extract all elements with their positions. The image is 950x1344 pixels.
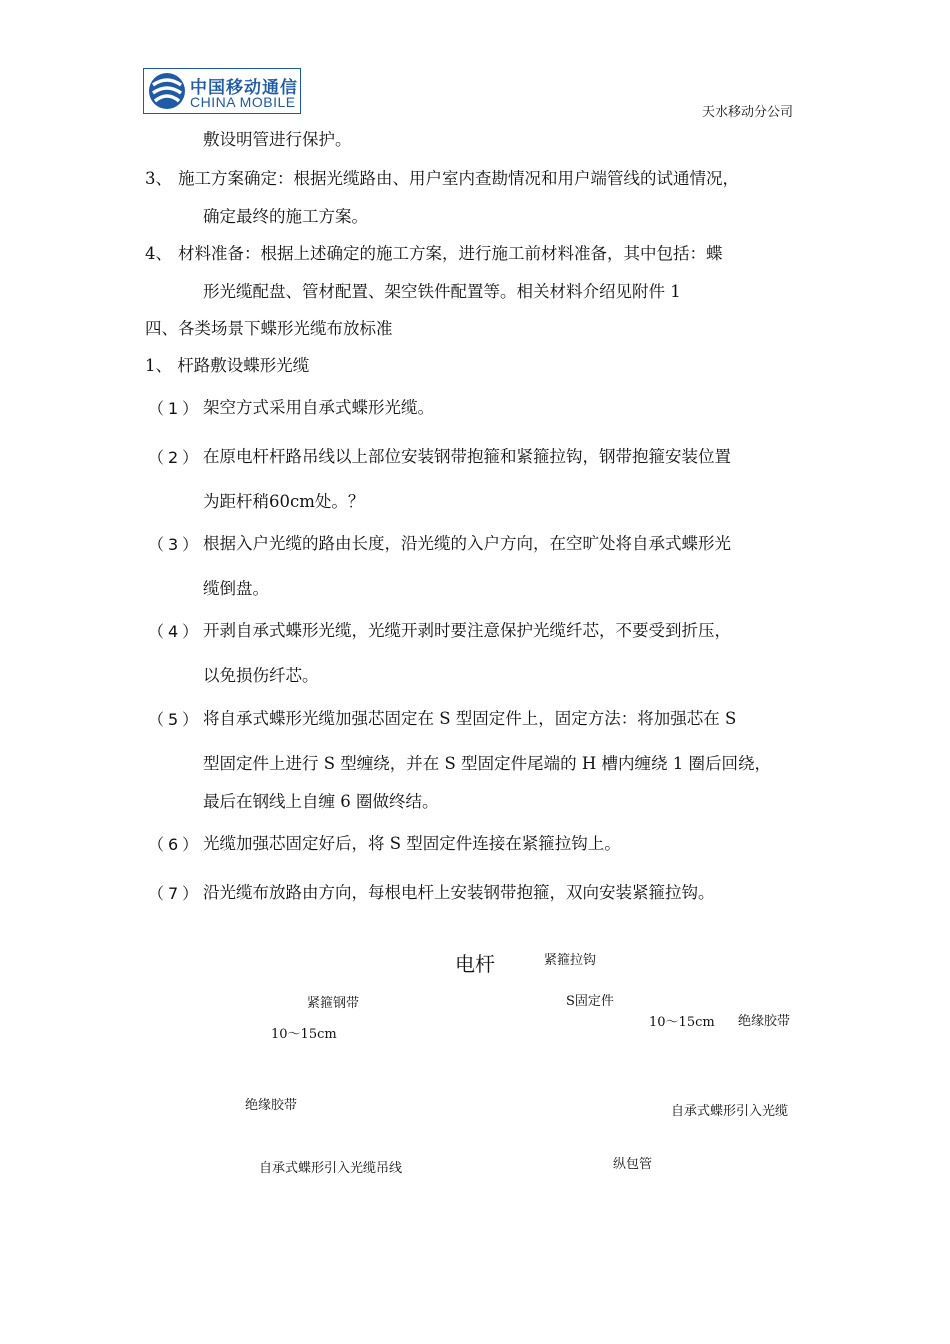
- step-5-line-2: 型固定件上进行 S 型缠绕，并在 S 型固定件尾端的 H 槽内缠绕 1 圈后回绕，: [203, 754, 771, 773]
- company-name: 天水移动分公司: [702, 105, 794, 120]
- diagram-cable-left-label: 自承式蝶形引入光缆吊线: [259, 1161, 403, 1176]
- step-6-number: （6）: [148, 835, 203, 854]
- step-2-line-1: 在原电杆杆路吊线以上部位安装钢带抱箍和紧箍拉钩，钢带抱箍安装位置: [203, 447, 731, 466]
- continuation-line: 敷设明管进行保护。: [203, 130, 352, 149]
- step-1-line-1: 架空方式采用自承式蝶形光缆。: [203, 398, 434, 417]
- diagram-pole-label: 电杆: [455, 952, 495, 976]
- step-4-number: （4）: [148, 622, 203, 641]
- diagram-cable-right-label: 自承式蝶形引入光缆: [671, 1104, 789, 1119]
- diagram-s-fixture-label: S固定件: [566, 994, 614, 1009]
- logo-chinese-text: 中国移动通信: [190, 78, 298, 98]
- item-3-number: 3、: [145, 169, 172, 188]
- diagram-band-label: 紧箍钢带: [307, 996, 360, 1011]
- step-3-line-2: 缆倒盘。: [203, 579, 269, 598]
- item-4-number: 4、: [145, 244, 172, 263]
- china-mobile-logo: [143, 68, 301, 114]
- step-5-line-1: 将自承式蝶形光缆加强芯固定在 S 型固定件上，固定方法：将加强芯在 S: [203, 709, 737, 728]
- step-3-number: （3）: [148, 535, 203, 554]
- diagram-hook-label: 紧箍拉钩: [544, 953, 597, 968]
- step-4-line-2: 以免损伤纤芯。: [203, 666, 319, 685]
- diagram-tube-label: 纵包管: [613, 1157, 653, 1172]
- step-7-number: （7）: [148, 884, 203, 903]
- item-4-line-1: 材料准备：根据上述确定的施工方案，进行施工前材料准备，其中包括：蝶: [178, 244, 723, 263]
- sub-heading: 1、 杆路敷设蝶形光缆: [145, 356, 310, 375]
- step-4-line-1: 开剥自承式蝶形光缆，光缆开剥时要注意保护光缆纤芯，不要受到折压，: [203, 621, 731, 640]
- step-6-line-1: 光缆加强芯固定好后，将 S 型固定件连接在紧箍拉钩上。: [203, 834, 621, 853]
- diagram-tape-left-label: 绝缘胶带: [245, 1098, 298, 1113]
- step-3-line-1: 根据入户光缆的路由长度，沿光缆的入户方向，在空旷处将自承式蝶形光: [203, 534, 731, 553]
- section-heading: 四、各类场景下蝶形光缆布放标准: [145, 319, 393, 338]
- step-5-number: （5）: [148, 710, 203, 729]
- china-mobile-emblem-icon: [147, 71, 187, 111]
- step-7-line-1: 沿光缆布放路由方向，每根电杆上安装钢带抱箍，双向安装紧箍拉钩。: [203, 883, 715, 902]
- logo-english-text: CHINA MOBILE: [190, 94, 296, 110]
- item-3-line-1: 施工方案确定：根据光缆路由、用户室内查勘情况和用户端管线的试通情况，: [178, 169, 739, 188]
- item-3-line-2: 确定最终的施工方案。: [203, 207, 368, 226]
- item-4-line-2: 形光缆配盘、管材配置、架空铁件配置等。相关材料介绍见附件 1: [203, 282, 681, 301]
- diagram-tape-right-label: 绝缘胶带: [738, 1014, 791, 1029]
- step-2-number: （2）: [148, 448, 203, 467]
- step-1-number: （1）: [148, 399, 203, 418]
- step-2-line-2: 为距杆稍60cm处。？: [203, 492, 365, 511]
- diagram-distance-right-label: 10～15cm: [649, 1015, 715, 1030]
- step-5-line-3: 最后在钢线上自缠 6 圈做终结。: [203, 792, 439, 811]
- diagram-distance-left-label: 10～15cm: [271, 1027, 337, 1042]
